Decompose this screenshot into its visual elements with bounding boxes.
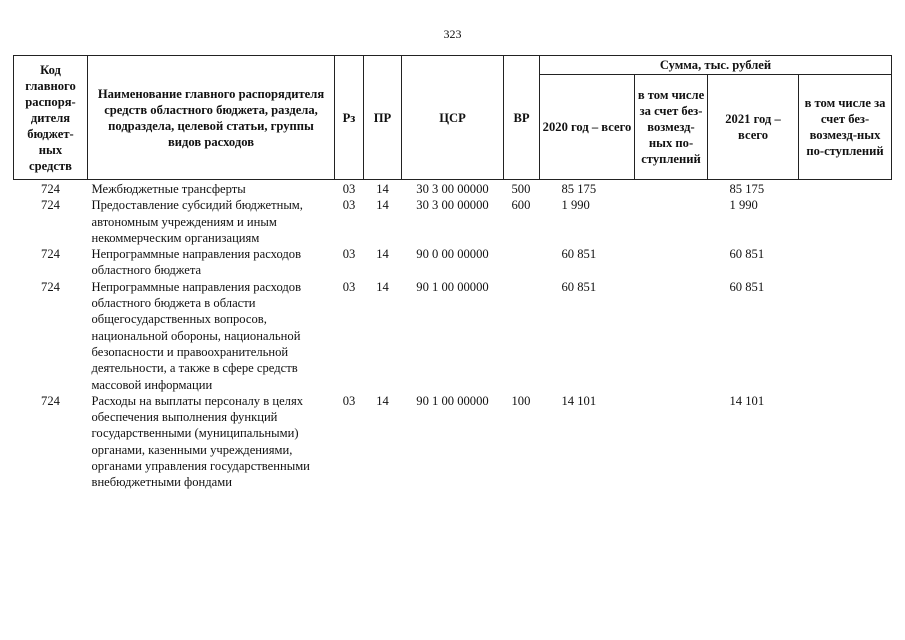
name-cell: Непрограммные направления расходов областного бюджета в области общегосударственных вопросов, национальной обороны, национальной безопасности и правоохранительной деятельности, а также в сфере средств массовой информации xyxy=(91,279,302,392)
pr-cell: 14 xyxy=(376,247,389,262)
header-rz: Рз xyxy=(335,56,364,180)
name-cell: Межбюджетные трансферты xyxy=(91,182,246,196)
s21-cell: 60 851 xyxy=(729,247,765,262)
b20-cell xyxy=(635,393,708,491)
vr-cell: 600 xyxy=(511,198,531,213)
b21-cell xyxy=(799,393,892,491)
s20-cell: 14 101 xyxy=(561,393,597,408)
s21-cell: 85 175 xyxy=(729,182,765,196)
b21-cell xyxy=(799,246,892,279)
code-cell: 724 xyxy=(41,393,60,408)
csr-cell: 90 0 00 00000 xyxy=(416,247,489,262)
vr-cell xyxy=(504,279,540,393)
b20-cell xyxy=(635,246,708,279)
header-code: Код главного распоря-дителя бюджет-ных средств xyxy=(14,56,88,180)
s20-cell: 1 990 xyxy=(561,198,590,213)
table-row xyxy=(14,197,892,246)
header-name: Наименование главного распорядителя средств областного бюджета, раздела, подраздела, целевой статьи, группы видов расходов xyxy=(88,56,335,180)
table-row xyxy=(14,246,892,279)
table-body xyxy=(14,180,892,491)
table-row xyxy=(14,180,892,198)
table-row xyxy=(14,279,892,393)
header-sum-group: Сумма, тыс. рублей xyxy=(540,56,892,75)
s20-cell: 60 851 xyxy=(561,279,597,294)
page-number: 323 xyxy=(443,27,462,41)
header-2021-grants: в том числе за счет без-возмезд-ных по-ступлений xyxy=(799,75,892,180)
code-cell: 724 xyxy=(41,247,60,262)
vr-cell xyxy=(504,246,540,279)
b21-cell xyxy=(799,197,892,246)
vr-cell: 100 xyxy=(511,393,531,408)
name-cell: Непрограммные направления расходов областного бюджета xyxy=(91,247,302,278)
s21-cell: 60 851 xyxy=(729,279,765,294)
pr-cell: 14 xyxy=(376,198,389,213)
name-cell: Предоставление субсидий бюджетным, автономным учреждениям и иным некоммерческим организациям xyxy=(91,198,303,245)
code-cell: 724 xyxy=(41,182,60,196)
vr-cell: 500 xyxy=(511,182,531,196)
header-csr: ЦСР xyxy=(402,56,504,180)
rz-cell: 03 xyxy=(342,198,356,213)
b21-cell xyxy=(799,279,892,393)
s20-cell: 60 851 xyxy=(561,247,597,262)
budget-table xyxy=(13,55,892,491)
pr-cell: 14 xyxy=(376,393,389,408)
csr-cell: 90 1 00 00000 xyxy=(416,279,489,294)
b20-cell xyxy=(635,279,708,393)
table-header xyxy=(14,56,892,180)
b20-cell xyxy=(635,197,708,246)
s20-cell: 85 175 xyxy=(561,182,597,196)
csr-cell: 30 3 00 00000 xyxy=(416,182,489,196)
header-2021-total: 2021 год – всего xyxy=(708,75,799,180)
header-2020-total: 2020 год – всего xyxy=(540,75,635,180)
b21-cell xyxy=(799,180,892,198)
rz-cell: 03 xyxy=(342,182,356,196)
s21-cell: 14 101 xyxy=(729,393,765,408)
rz-cell: 03 xyxy=(342,279,356,294)
name-cell: Расходы на выплаты персоналу в целях обеспечения выполнения функций государственными (муниципальными) органами, казенными учреждениями, органами управления государственными внебюджетными фондами xyxy=(91,393,310,490)
csr-cell: 90 1 00 00000 xyxy=(416,393,489,408)
code-cell: 724 xyxy=(41,279,60,294)
s21-cell: 1 990 xyxy=(729,198,758,213)
header-2020-grants: в том числе за счет без-возмезд-ных по-ступлений xyxy=(635,75,708,180)
rz-cell: 03 xyxy=(342,393,356,408)
header-pr: ПР xyxy=(364,56,402,180)
rz-cell: 03 xyxy=(342,247,356,262)
pr-cell: 14 xyxy=(376,182,389,196)
csr-cell: 30 3 00 00000 xyxy=(416,198,489,213)
pr-cell: 14 xyxy=(376,279,389,294)
b20-cell xyxy=(635,180,708,198)
table-row xyxy=(14,393,892,491)
header-vr: ВР xyxy=(504,56,540,180)
code-cell: 724 xyxy=(41,198,60,213)
